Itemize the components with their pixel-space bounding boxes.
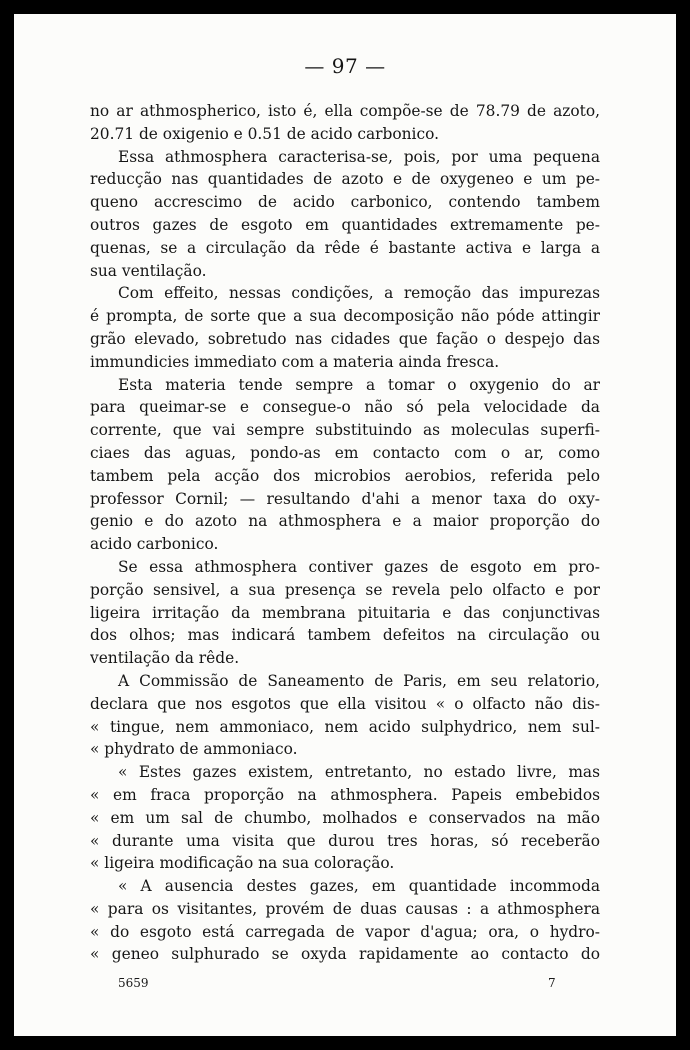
text-line: queno accrescimo de acido carbonico, contendo tambem: [90, 193, 600, 212]
text-line: ciaes das aguas, pondo-as em contacto com o ar, como: [90, 443, 600, 462]
text-line: ventilação da rêde.: [90, 649, 240, 668]
text-line: « durante uma visita que durou tres horas, só receberão: [90, 831, 600, 850]
text-line: immundicies immediato com a materia ainda fresca.: [90, 352, 500, 371]
text-line: « ligeira modificação na sua coloração.: [90, 854, 395, 873]
gathering-number: 7: [548, 976, 556, 990]
text-line: Com effeito, nessas condições, a remoção das impurezas: [118, 284, 600, 303]
text-line: ligeira irritação da membrana pituitaria e das conjunctivas: [90, 603, 600, 622]
text-line: porção sensivel, a sua presença se revela pelo olfacto e por: [90, 580, 600, 599]
text-line: genio e do azoto na athmosphera e a maior proporção do: [90, 512, 600, 531]
text-line: no ar athmospherico, isto é, ella compõe-se de 78.79 de azoto,: [90, 102, 600, 120]
text-line: grão elevado, sobretudo nas cidades que fação o despejo das: [90, 329, 600, 348]
text-line: tambem pela acção dos microbios aerobios, referida pelo: [90, 466, 600, 485]
text-line: A Commissão de Saneamento de Paris, em seu relatorio,: [118, 671, 600, 690]
body-text: [90, 100, 600, 966]
text-line: « phydrato de ammoniaco.: [90, 740, 298, 759]
text-line: professor Cornil; — resultando d'ahi a menor taxa do oxy-: [90, 489, 600, 508]
page-number-header: — 97 —: [304, 54, 386, 78]
text-line: « para os visitantes, provém de duas causas : a athmosphera: [90, 899, 600, 918]
text-line: « Estes gazes existem, entretanto, no estado livre, mas: [118, 763, 600, 782]
text-line: Essa athmosphera caracterisa-se, pois, por uma pequena: [118, 147, 600, 166]
text-line: « A ausencia destes gazes, em quantidade incommoda: [118, 877, 600, 896]
text-line: acido carbonico.: [90, 535, 219, 554]
text-line: sua ventilação.: [90, 261, 207, 280]
text-line: « em um sal de chumbo, molhados e conservados na mão: [90, 808, 600, 827]
text-line: dos olhos; mas indicará tambem defeitos na circulação ou: [90, 626, 600, 645]
text-line: Se essa athmosphera contiver gazes de esgoto em pro-: [118, 557, 600, 576]
text-line: corrente, que vai sempre substituindo as moleculas superfi-: [90, 421, 600, 440]
text-line: « geneo sulphurado se oxyda rapidamente ao contacto do: [90, 945, 600, 964]
text-line: outros gazes de esgoto em quantidades extremamente pe-: [90, 215, 600, 234]
text-line: « em fraca proporção na athmosphera. Papeis embebidos: [90, 785, 600, 804]
text-line: 20.71 de oxigenio e 0.51 de acido carbonico.: [90, 124, 439, 143]
text-line: para queimar-se e consegue-o não só pela velocidade da: [90, 398, 600, 417]
printer-signature-mark: 5659: [118, 976, 149, 990]
text-line: é prompta, de sorte que a sua decomposição não póde attingir: [90, 307, 600, 326]
text-line: Esta materia tende sempre a tomar o oxygenio do ar: [118, 375, 600, 394]
text-line: quenas, se a circulação da rêde é bastante activa e larga a: [90, 238, 600, 257]
text-line: reducção nas quantidades de azoto e de oxygeneo e um pe-: [90, 170, 600, 189]
text-line: declara que nos esgotos que ella visitou « o olfacto não dis-: [90, 694, 600, 713]
text-line: « tingue, nem ammoniaco, nem acido sulphydrico, nem sul-: [90, 717, 600, 736]
book-page: [14, 14, 676, 1036]
text-line: « do esgoto está carregada de vapor d'agua; ora, o hydro-: [90, 922, 600, 941]
